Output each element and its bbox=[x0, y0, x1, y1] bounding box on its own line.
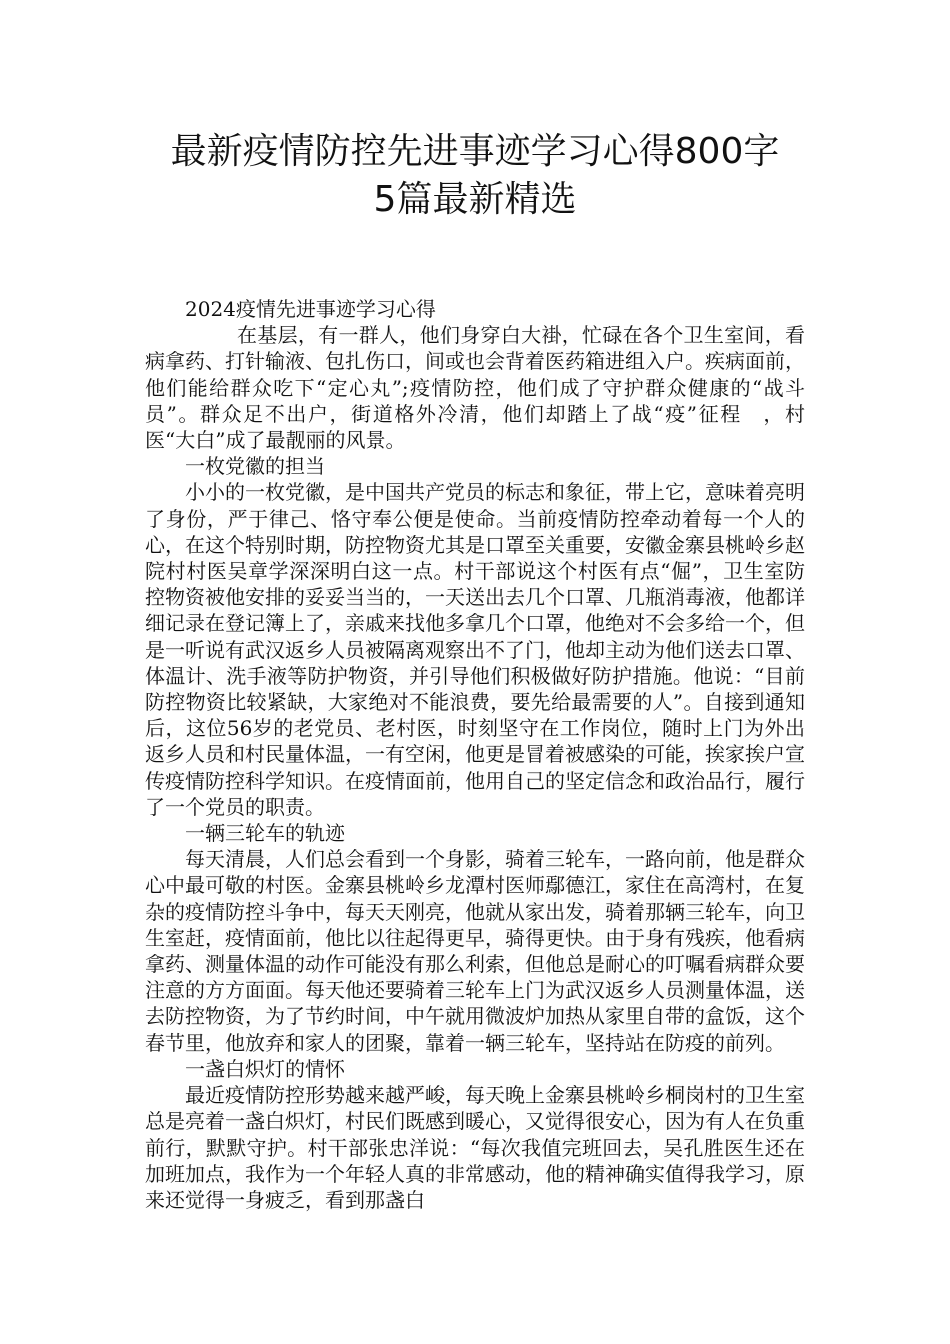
section-3-title: 一盏白炽灯的情怀 bbox=[185, 1056, 345, 1081]
section-2-paragraph: 每天清晨，人们总会看到一个身影，骑着三轮车，一路向前，他是群众心中最可敬的村医。金寨县桃岭乡龙潭村医师鄢德江，家住在高湾村，在复杂的疫情防控斗争中，每天天刚亮，他就从家出发，骑着那辆三轮车，向卫生室赶，疫情面前，他比以往起得更早，骑得更快。由于身有残疾，他看病拿药、测量体温的动作可能没有那么利索，但他总是耐心的叮嘱看病群众要注意的方方面面。每天他还要骑着三轮车上门为武汉返乡人员测量体温，送去防控物资，为了节约时间，中午就用微波炉加热从家里自带的盒饭，这个春节里，他放弃和家人的团聚，靠着一辆三轮车，坚持站在防疫的前列。 bbox=[145, 847, 805, 1055]
section-3-paragraph: 最近疫情防控形势越来越严峻，每天晚上金寨县桃岭乡桐岗村的卫生室总是亮着一盏白炽灯，村民们既感到暖心，又觉得很安心，因为有人在负重前行，默默守护。村干部张忠洋说：“每次我值完班回去，吴孔胜医生还在加班加点，我作为一个年轻人真的非常感动，他的精神确实值得我学习，原来还觉得一身疲乏，看到那盏白 bbox=[145, 1083, 805, 1212]
section-1-title: 一枚党徽的担当 bbox=[185, 454, 325, 479]
document-body bbox=[145, 296, 805, 1213]
document-title bbox=[100, 128, 850, 224]
title-line-1: 最新疫情防控先进事迹学习心得800字 bbox=[170, 131, 780, 172]
section-1-paragraph: 小小的一枚党徽，是中国共产党员的标志和象征，带上它，意味着亮明了身份，严于律己、恪守奉公便是使命。当前疫情防控牵动着每一个人的心，在这个特别时期，防控物资尤其是口罩至关重要，安徽金寨县桃岭乡赵院村村医吴章学深深明白这一点。村干部说这个村医有点“倔”，卫生室防控物资被他安排的妥妥当当的，一天送出去几个口罩、几瓶消毒液，他都详细记录在登记簿上了，亲戚来找他多拿几个口罩，他绝对不会多给一个，但是一听说有武汉返乡人员被隔离观察出不了门，他却主动为他们送去口罩、体温计、洗手液等防护物资，并引导他们积极做好防护措施。他说：“目前防控物资比较紧缺，大家绝对不能浪费，要先给最需要的人”。自接到通知后，这位56岁的老党员、老村医，时刻坚守在工作岗位，随时上门为外出返乡人员和村民量体温，一有空闲，他更是冒着被感染的可能，挨家挨户宣传疫情防控科学知识。在疫情面前，他用自己的坚定信念和政治品行，履行了一个党员的职责。 bbox=[145, 480, 805, 819]
article-heading: 2024疫情先进事迹学习心得 bbox=[185, 297, 436, 321]
title-line-2: 5篇最新精选 bbox=[373, 179, 577, 220]
intro-paragraph: 在基层，有一群人，他们身穿白大褂，忙碌在各个卫生室间，看病拿药、打针输液、包扎伤口，间或也会背着医药箱进组入户。疾病面前，他们能给群众吃下“定心丸”;疫情防控，他们成了守护群众健康的“战斗员”。群众足不出户，街道格外冷清，他们却踏上了战“疫”征程 ，村医“大白”成了最靓丽的风景。 bbox=[145, 323, 805, 453]
section-2-title: 一辆三轮车的轨迹 bbox=[185, 821, 345, 846]
